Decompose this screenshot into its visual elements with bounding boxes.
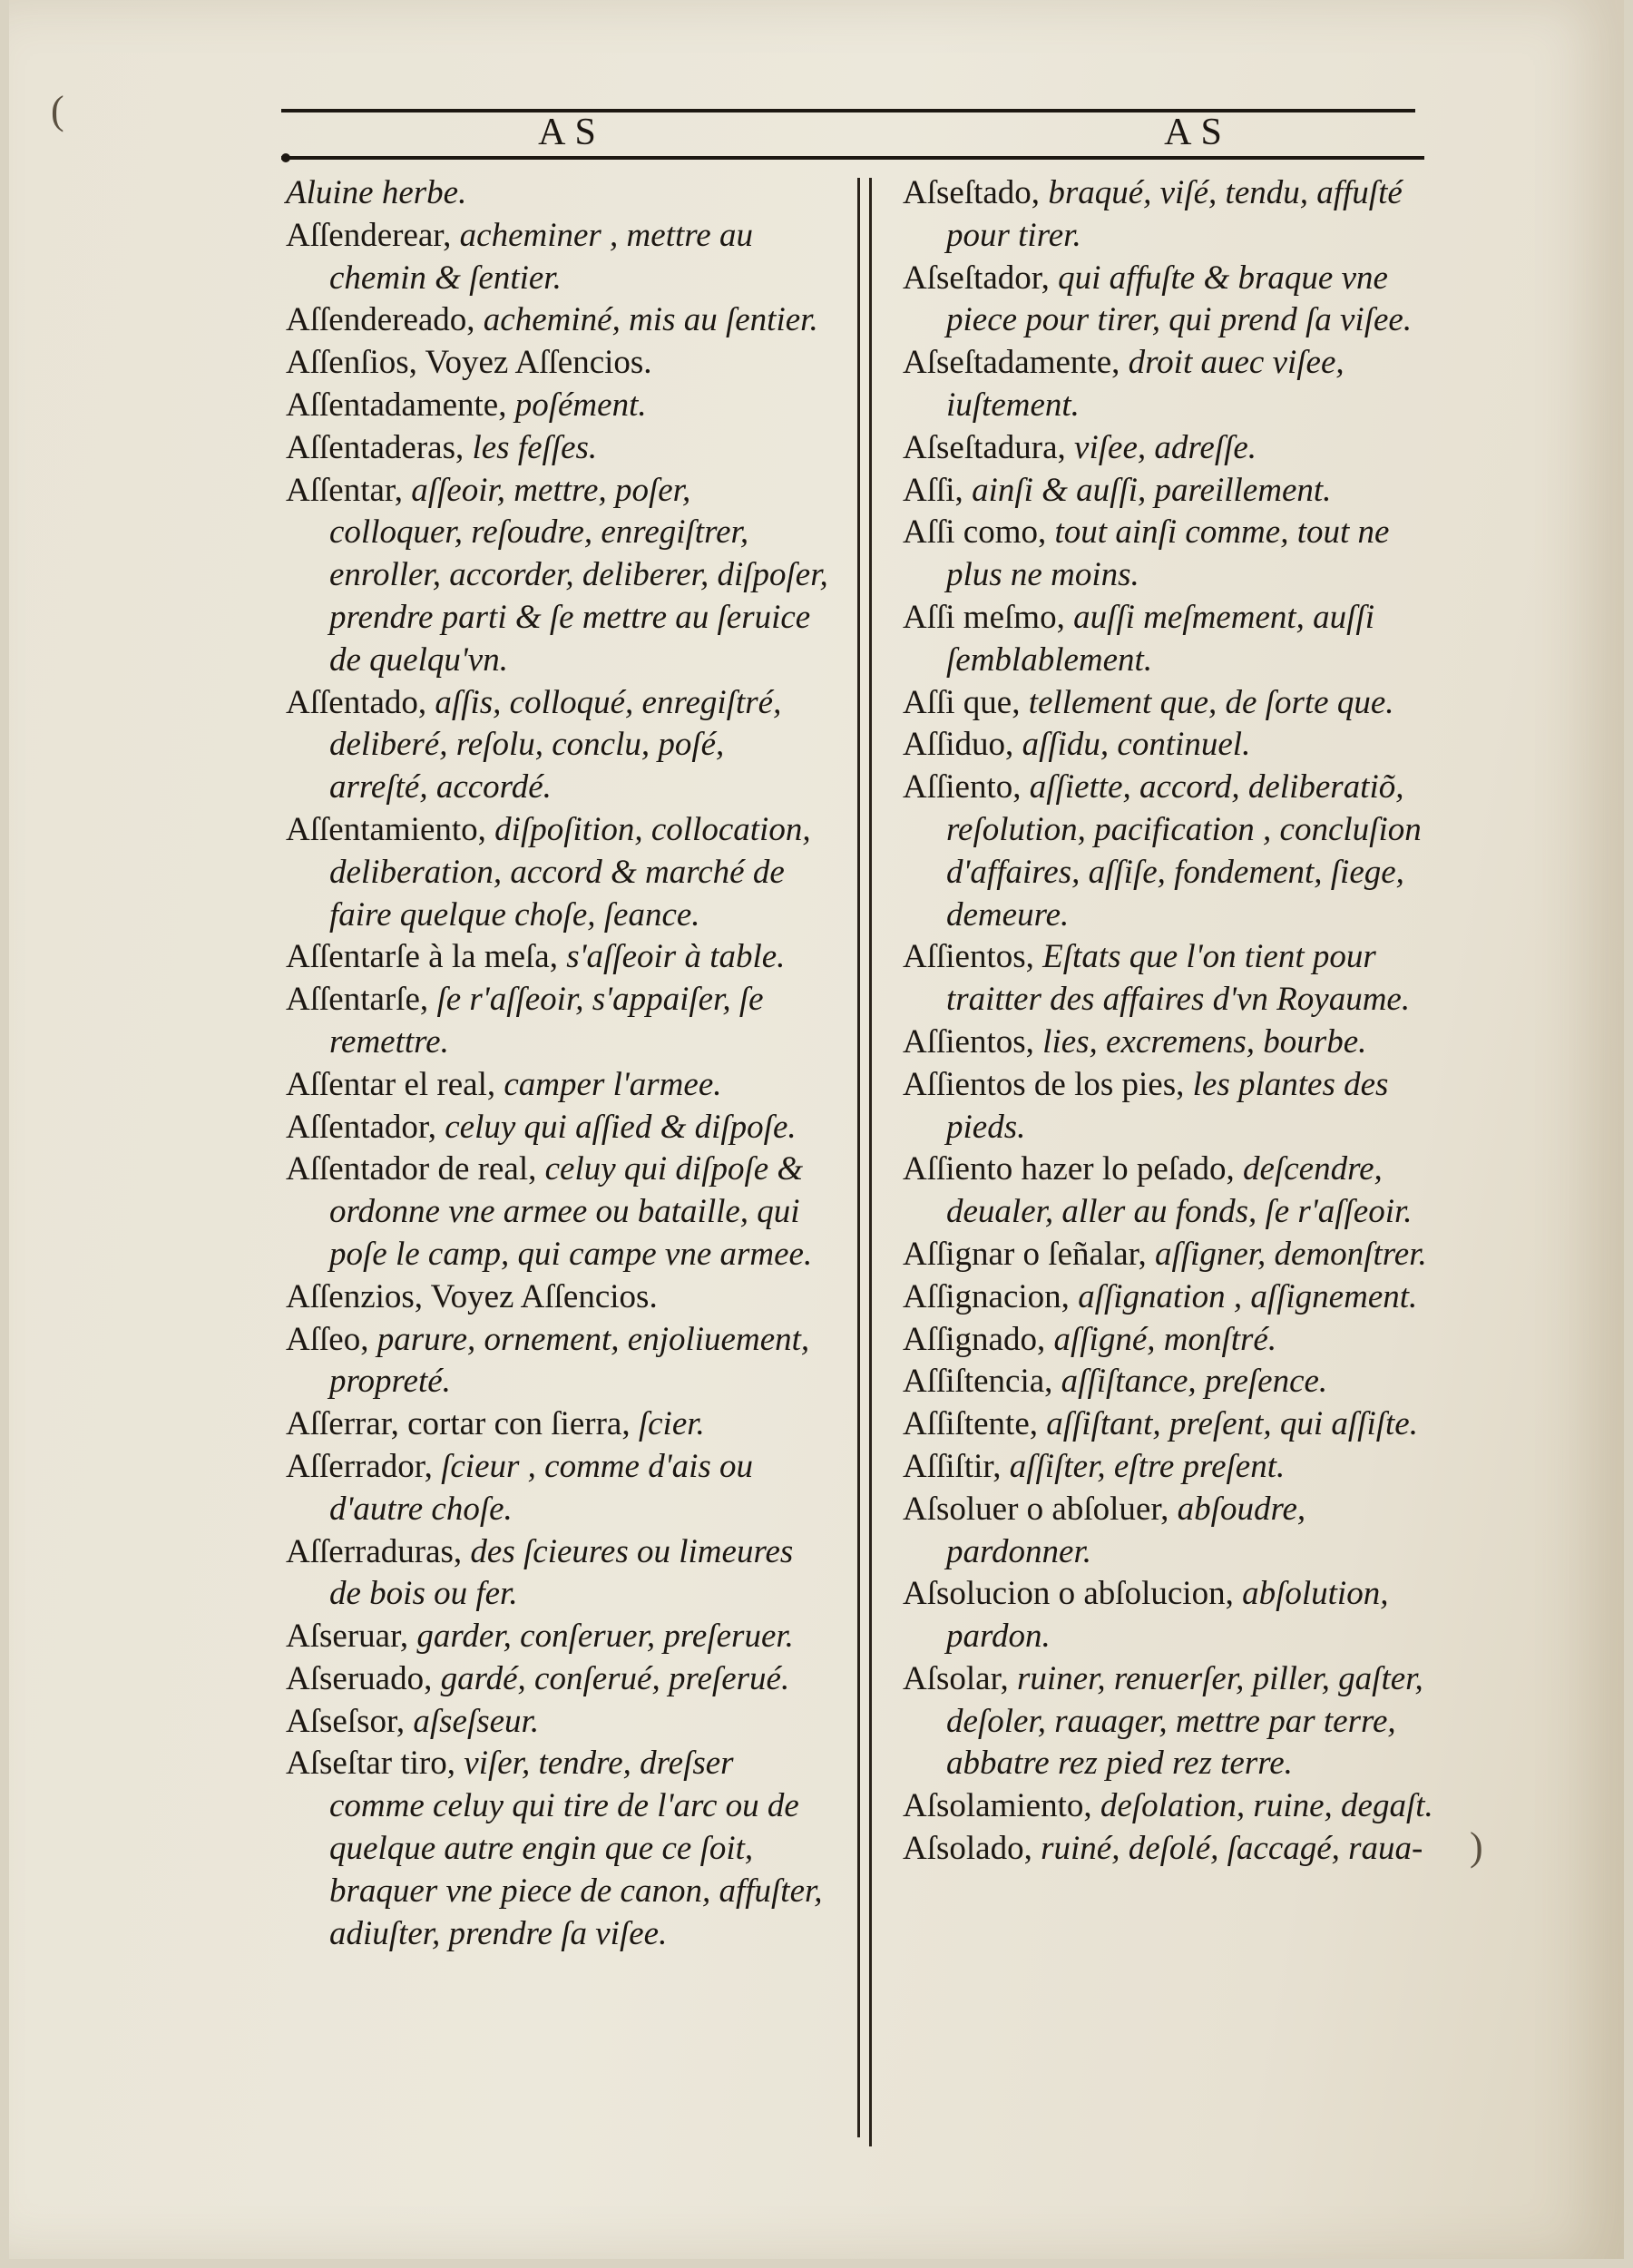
entry-definition: aſſiette, accord, deliberatiõ, reſolution, pacification , concluſion d'affaires, aſſiſe, fondement, ſiege, demeure. — [946, 768, 1422, 934]
dictionary-entry — [903, 597, 1447, 682]
dictionary-entry — [286, 1531, 830, 1617]
dictionary-entry — [903, 1149, 1447, 1234]
entry-definition: abſolution, pardon. — [946, 1575, 1389, 1656]
dictionary-entry — [286, 427, 830, 470]
entry-definition: aſſeoir, mettre, poſer, colloquer, reſoudre, enregiſtrer, enroller, accorder, deliberer, diſpoſer, prendre parti & ſe mettre au ſeruice de quelqu'vn. — [329, 471, 828, 679]
entry-headword: Aſſientos de los pies, — [903, 1065, 1193, 1103]
entry-headword: Aſſiſtente, — [903, 1405, 1047, 1443]
dictionary-entry — [286, 1658, 830, 1701]
entry-definition: Aluine herbe. — [286, 174, 467, 211]
dictionary-entry — [286, 1149, 830, 1276]
entry-headword: Aſſeo, — [286, 1320, 377, 1358]
entry-definition: tellement que, de ſorte que. — [1028, 683, 1394, 721]
dictionary-entry — [286, 1319, 830, 1404]
entry-headword: Aſſi, — [903, 471, 973, 509]
entry-headword: Aſſi como, — [903, 513, 1055, 552]
entry-definition: les feſſes. — [472, 428, 598, 466]
entry-definition: viſer, tendre, dreſser comme celuy qui tire de l'arc ou de quelque autre engin que ce ſoit, braquer vne piece de canon, affuſter, adiuſter, prendre ſa viſee. — [329, 1745, 823, 1952]
entry-headword: Aſſerraduras, — [286, 1532, 471, 1570]
entry-headword: Aſsolamiento, — [903, 1787, 1100, 1825]
entry-definition: parure, ornement, enjoliuement, propreté. — [329, 1320, 810, 1401]
entry-definition: viſee, adreſſe. — [1074, 428, 1257, 466]
margin-mark-left: ( — [51, 88, 64, 132]
entry-headword: Aſſentadamente, — [286, 386, 515, 424]
dictionary-entry — [903, 724, 1447, 767]
entry-headword: Aſſignacion, — [903, 1277, 1079, 1315]
entry-headword: Aſſignar o ſeñalar, — [903, 1235, 1155, 1273]
entry-definition: ruiner, renuerſer, piller, gaſter, deſoler, rauager, mettre par terre, abbatre rez pied rez terre. — [946, 1659, 1423, 1783]
dictionary-entry — [903, 172, 1447, 258]
entry-definition: ſe r'aſſeoir, s'appaiſer, ſe remettre. — [329, 981, 764, 1061]
dictionary-entry — [903, 1489, 1447, 1574]
entry-headword: Aſſentaderas, — [286, 428, 473, 466]
entry-definition: lies, excremens, bourbe. — [1042, 1022, 1367, 1061]
entry-definition: garder, conſeruer, preſeruer. — [416, 1618, 794, 1656]
entry-definition: droit auec viſee, iuſtement. — [946, 344, 1345, 424]
entry-definition: abſoudre, pardonner. — [946, 1490, 1306, 1570]
entry-headword: Aſſenderear, — [286, 216, 460, 254]
column-divider — [869, 178, 872, 2146]
entry-definition: qui affuſte & braque vne piece pour tirer, qui prend ſa viſee. — [946, 259, 1413, 339]
entry-headword: Aſſentador, — [286, 1108, 445, 1146]
entry-definition: aſſis, colloqué, enregiſtré, deliberé, reſolu, conclu, poſé, arreſté, accordé. — [329, 683, 782, 807]
dictionary-entry — [286, 470, 830, 682]
dictionary-entry — [903, 1658, 1447, 1785]
entry-definition: aſſigner, demonſtrer. — [1154, 1235, 1427, 1273]
entry-headword: Aſſendereado, — [286, 301, 484, 339]
dictionary-entry — [903, 1022, 1447, 1064]
entry-definition: acheminer , mettre au chemin & ſentier. — [329, 216, 753, 297]
entry-headword: Aſſientos, — [903, 1022, 1043, 1061]
entry-definition: celuy qui aſſied & diſpoſe. — [445, 1108, 797, 1146]
entry-definition: celuy qui diſpoſe & ordonne vne armee ou bataille, qui poſe le camp, qui campe vne armee. — [329, 1150, 813, 1273]
dictionary-entry — [286, 1616, 830, 1658]
dictionary-entry — [903, 1828, 1447, 1871]
entry-headword: Aſſiento hazer lo peſado, — [903, 1150, 1244, 1188]
entry-headword: Aſſiento, — [903, 768, 1030, 807]
entry-headword: Aſseruar, — [286, 1618, 417, 1656]
entry-headword: Aſſiduo, — [903, 726, 1022, 764]
entry-definition: braqué, viſé, tendu, affuſté pour tirer. — [946, 174, 1403, 254]
dictionary-entry — [903, 1446, 1447, 1489]
dictionary-entry — [903, 767, 1447, 936]
entry-headword: Aſſerrador, — [286, 1447, 442, 1485]
entry-definition: camper l'armee. — [504, 1065, 722, 1103]
dictionary-page — [9, 0, 1624, 2259]
dictionary-entry — [903, 470, 1447, 513]
dictionary-entry — [286, 215, 830, 300]
dictionary-entry — [286, 682, 830, 809]
header-rule — [281, 156, 1424, 160]
dictionary-entry — [903, 258, 1447, 343]
dictionary-entry — [903, 1403, 1447, 1446]
entry-definition: deſolation, ruine, degaſt. — [1100, 1787, 1433, 1825]
entry-headword: Aſſenſios, Voyez Aſſencios. — [286, 344, 652, 382]
entry-headword: Aſſi que, — [903, 683, 1029, 721]
entry-headword: Aſſerrar, cortar con ſierra, — [286, 1405, 639, 1443]
entry-headword: Aſſentador de real, — [286, 1150, 545, 1188]
entry-headword: Aſſentarſe, — [286, 981, 437, 1019]
dictionary-entry — [903, 1064, 1447, 1149]
dictionary-entry — [286, 385, 830, 427]
entry-headword: Aſseſsor, — [286, 1702, 414, 1740]
dictionary-entry — [286, 1403, 830, 1446]
entry-definition: s'aſſeoir à table. — [566, 938, 786, 976]
dictionary-entry — [903, 936, 1447, 1022]
dictionary-entry — [903, 427, 1447, 470]
entry-definition: gardé, conſerué, preſerué. — [440, 1659, 790, 1697]
entry-headword: Aſſentar el real, — [286, 1065, 504, 1103]
dictionary-entry — [286, 1743, 830, 1955]
entry-definition: ainſi & auſſi, pareillement. — [972, 471, 1332, 509]
entry-definition: ſcieur , comme d'ais ou d'autre choſe. — [329, 1447, 754, 1528]
left-column — [286, 172, 830, 1955]
column-divider — [857, 178, 860, 2137]
entry-definition: ruiné, deſolé, ſaccagé, raua- — [1041, 1830, 1423, 1868]
entry-headword: Aſseſtador, — [903, 259, 1059, 297]
dictionary-entry — [903, 342, 1447, 427]
entry-headword: Aſsolado, — [903, 1830, 1041, 1868]
entry-definition: aſſiſter, eſtre preſent. — [1009, 1447, 1286, 1485]
entry-headword: Aſſentar, — [286, 471, 412, 509]
entry-definition: acheminé, mis au ſentier. — [483, 301, 818, 339]
entry-headword: Aſſentado, — [286, 683, 435, 721]
dictionary-entry — [286, 342, 830, 385]
entry-headword: Aſsolar, — [903, 1659, 1017, 1697]
entry-headword: Aſſiſtencia, — [903, 1363, 1061, 1401]
entry-definition: les plantes des pieds. — [946, 1065, 1389, 1146]
entry-headword: Aſseruado, — [286, 1659, 441, 1697]
dictionary-entry — [903, 1361, 1447, 1403]
entry-headword: Aſſientos, — [903, 938, 1043, 976]
dictionary-entry — [286, 1064, 830, 1107]
entry-definition: Eſtats que l'on tient pour traitter des affaires d'vn Royaume. — [946, 938, 1411, 1019]
dictionary-entry — [903, 1276, 1447, 1319]
dictionary-entry — [286, 979, 830, 1064]
dictionary-entry — [903, 1573, 1447, 1658]
dictionary-entry — [903, 1234, 1447, 1276]
dictionary-entry — [903, 682, 1447, 725]
margin-mark-right: ) — [1470, 1824, 1483, 1869]
entry-headword: Aſseſtadamente, — [903, 344, 1129, 382]
entry-definition: aſſignation , aſſignement. — [1078, 1277, 1418, 1315]
dictionary-entry — [903, 512, 1447, 597]
entry-headword: Aſſi meſmo, — [903, 598, 1074, 636]
running-head-right: AS — [1164, 112, 1231, 153]
running-head-left: AS — [538, 112, 605, 153]
entry-headword: Aſseſtado, — [903, 174, 1049, 211]
entry-definition: tout ainſi comme, tout ne plus ne moins. — [946, 513, 1390, 594]
entry-definition: aſseſseur. — [413, 1702, 540, 1740]
entry-definition: poſément. — [514, 386, 647, 424]
entry-definition: aſſigné, monſtré. — [1053, 1320, 1277, 1358]
right-column — [903, 172, 1447, 1871]
entry-headword: Aſseſtadura, — [903, 428, 1075, 466]
entry-headword: Aſſiſtir, — [903, 1447, 1010, 1485]
dictionary-entry — [286, 172, 830, 215]
entry-headword: Aſſentamiento, — [286, 810, 495, 848]
entry-definition: ſcier. — [638, 1405, 705, 1443]
entry-definition: diſpoſition, collocation, deliberation, accord & marché de faire quelque choſe, ſeance. — [329, 810, 811, 934]
entry-headword: Aſsoluer o abſoluer, — [903, 1490, 1178, 1528]
entry-definition: aſſidu, continuel. — [1022, 726, 1251, 764]
dictionary-entry — [286, 936, 830, 979]
entry-definition: aſſiſtance, preſence. — [1061, 1363, 1328, 1401]
dictionary-entry — [286, 1701, 830, 1744]
entry-headword: Aſſignado, — [903, 1320, 1054, 1358]
dictionary-entry — [286, 1446, 830, 1531]
entry-headword: Aſsolucion o abſolucion, — [903, 1575, 1243, 1613]
dictionary-entry — [286, 1276, 830, 1319]
entry-definition: aſſiſtant, preſent, qui aſſiſte. — [1046, 1405, 1418, 1443]
dictionary-entry — [903, 1319, 1447, 1362]
entry-definition: auſſi meſmement, auſſi ſemblablement. — [946, 598, 1374, 679]
dictionary-entry — [286, 1107, 830, 1149]
dictionary-entry — [286, 809, 830, 936]
entry-headword: Aſseſtar tiro, — [286, 1745, 464, 1783]
entry-headword: Aſſentarſe à la meſa, — [286, 938, 567, 976]
entry-headword: Aſſenzios, Voyez Aſſencios. — [286, 1277, 658, 1315]
dictionary-entry — [286, 299, 830, 342]
entry-definition: deſcendre, deualer, aller au fonds, ſe r'aſſeoir. — [946, 1150, 1413, 1231]
dictionary-entry — [903, 1785, 1447, 1828]
entry-definition: des ſcieures ou limeures de bois ou fer. — [329, 1532, 794, 1613]
